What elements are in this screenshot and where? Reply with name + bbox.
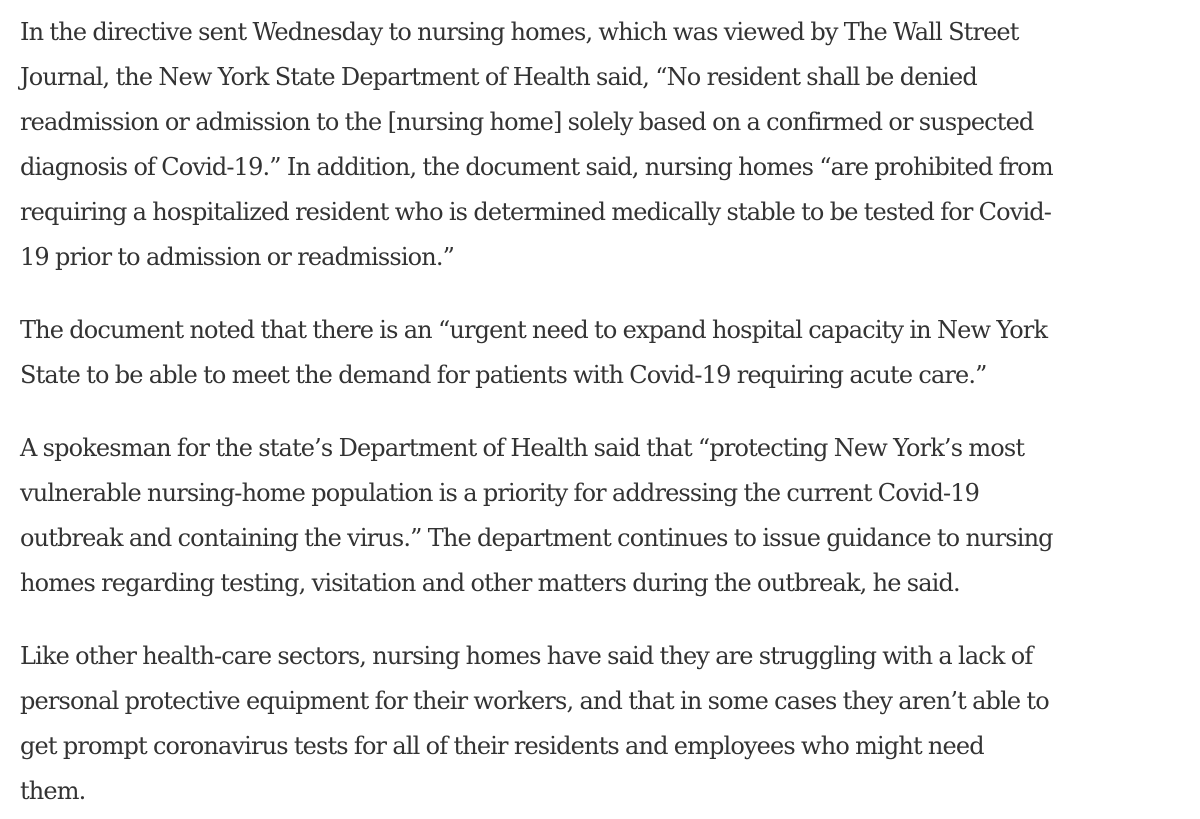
paragraph-line: get prompt coronavirus tests for all of their residents and employees who might need bbox=[20, 732, 984, 760]
paragraph-line: readmission or admission to the [nursing home] solely based on a confirmed or suspected bbox=[20, 108, 1034, 136]
paragraph-line: requiring a hospitalized resident who is determined medically stable to be tested for Covid- bbox=[20, 198, 1052, 226]
paragraph-spokesman bbox=[20, 426, 1180, 606]
paragraph-line: diagnosis of Covid-19.” In addition, the document said, nursing homes “are prohibited from bbox=[20, 153, 1053, 181]
paragraph-line: In the directive sent Wednesday to nursing homes, which was viewed by The Wall Street bbox=[20, 18, 1019, 46]
paragraph-line: them. bbox=[20, 777, 86, 805]
paragraph-line: The document noted that there is an “urgent need to expand hospital capacity in New York bbox=[20, 316, 1048, 344]
paragraph-line: outbreak and containing the virus.” The department continues to issue guidance to nursing bbox=[20, 524, 1053, 552]
paragraph-line: homes regarding testing, visitation and other matters during the outbreak, he said. bbox=[20, 569, 960, 597]
paragraph-line: personal protective equipment for their workers, and that in some cases they aren’t able to bbox=[20, 687, 1049, 715]
paragraph-line: Journal, the New York State Department of Health said, “No resident shall be denied bbox=[20, 63, 977, 91]
paragraph-line: Like other health-care sectors, nursing homes have said they are struggling with a lack of bbox=[20, 642, 1033, 670]
paragraph-protective-equipment bbox=[20, 634, 1180, 814]
paragraph-hospital-capacity bbox=[20, 308, 1180, 398]
paragraph-line: State to be able to meet the demand for patients with Covid-19 requiring acute care.” bbox=[20, 361, 987, 389]
paragraph-line: 19 prior to admission or readmission.” bbox=[20, 243, 455, 271]
paragraph-line: vulnerable nursing-home population is a priority for addressing the current Covid-19 bbox=[20, 479, 980, 507]
paragraph-directive bbox=[20, 10, 1180, 280]
paragraph-line: A spokesman for the state’s Department of Health said that “protecting New York’s most bbox=[20, 434, 1025, 462]
